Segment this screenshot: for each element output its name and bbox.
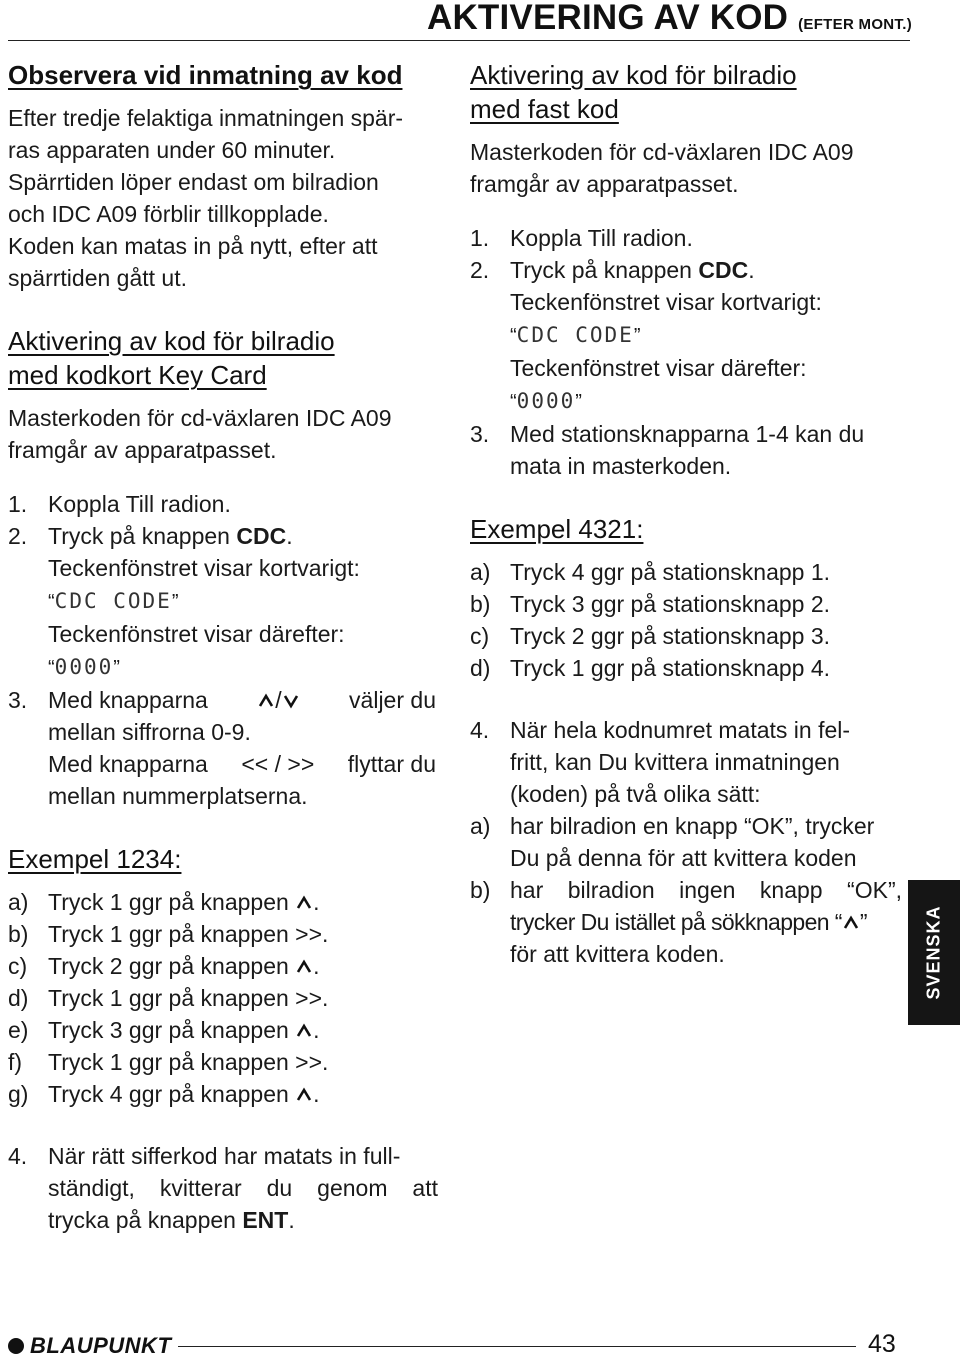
example-item: a) Tryck 4 ggr på stationsknapp 1. — [470, 559, 831, 585]
notice-line: spärrtiden gått ut. — [8, 265, 187, 291]
step-2: 2. Tryck på knappen CDC. — [8, 523, 293, 549]
page-header-title: AKTIVERING AV KOD (EFTER MONT.) — [426, 0, 912, 37]
right-column — [470, 58, 902, 970]
display-short-label: Teckenfönstret visar kortvarigt: — [48, 555, 360, 581]
page-header-suffix: (EFTER MONT.) — [798, 16, 912, 33]
step-4-line: ständigt, kvitterar du genom att — [48, 1175, 438, 1201]
seek-forward-key: >> — [295, 985, 323, 1011]
example-item: a) Tryck 1 ggr på knappen . — [8, 889, 320, 915]
step-3-move: Med knapparna << / >> flyttar du — [8, 748, 438, 780]
step-4: 4. När rätt sifferkod har matats in full- — [8, 1143, 401, 1169]
page-number: 43 — [868, 1330, 896, 1358]
fixed-code-heading-line2: med fast kod — [470, 94, 619, 124]
arrow-up-icon — [296, 1023, 312, 1039]
cdc-key: CDC — [236, 523, 287, 549]
display-zeros: “0000” — [48, 655, 120, 679]
notice-line: och IDC A09 förblir tillkopplade. — [8, 201, 329, 227]
display-after-label: Teckenfönstret visar därefter: — [48, 621, 345, 647]
step-3: 3. Med knapparna / väljer du — [8, 687, 436, 713]
notice-line: Efter tredje felaktiga inmatningen spär- — [8, 105, 404, 131]
keycard-heading: Aktivering av kod för bilradio — [8, 326, 335, 356]
example-item: c) Tryck 2 ggr på stationsknapp 3. — [470, 623, 831, 649]
example-item: b) Tryck 3 ggr på stationsknapp 2. — [470, 591, 831, 617]
arrow-up-icon — [258, 693, 274, 709]
example-item: d) Tryck 1 ggr på knappen >>. — [8, 985, 329, 1011]
option-a: a) har bilradion en knapp “OK”, trycker — [470, 813, 875, 839]
step-1: 1. Koppla Till radion. — [8, 491, 231, 517]
example-4321-list — [470, 556, 902, 684]
master-code-line: framgår av apparatpasset. — [470, 171, 739, 197]
step-1: 1. Koppla Till radion. — [470, 225, 693, 251]
brand-dot-icon — [8, 1338, 24, 1354]
notice-heading: Observera vid inmatning av kod — [8, 60, 403, 90]
display-short-label: Teckenfönstret visar kortvarigt: — [510, 289, 822, 315]
option-b-line: trycker Du istället på sökknappen “ ” — [510, 909, 867, 935]
notice-line: Spärrtiden löper endast om bilradion — [8, 169, 379, 195]
step-3-line: mata in masterkoden. — [510, 453, 732, 479]
step-4-line: fritt, kan Du kvittera inmatningen — [510, 749, 840, 775]
example-1234-heading: Exempel 1234: — [8, 844, 182, 874]
option-b-line: för att kvittera koden. — [510, 941, 725, 967]
display-cdc-code: “CDC CODE” — [48, 589, 179, 613]
seek-forward-key: >> — [295, 921, 323, 947]
keycard-heading-line2: med kodkort Key Card — [8, 360, 267, 390]
header-rule — [8, 40, 910, 41]
language-tab: SVENSKA — [908, 880, 960, 1025]
example-item: d) Tryck 1 ggr på stationsknapp 4. — [470, 655, 831, 681]
seek-keys: << / >> — [241, 751, 315, 777]
example-item: g) Tryck 4 ggr på knappen . — [8, 1081, 320, 1107]
step-3: 3. Med stationsknapparna 1-4 kan du — [470, 421, 865, 447]
cdc-key: CDC — [698, 257, 749, 283]
option-b: b) har bilradion ingen knapp “OK”, — [470, 877, 902, 903]
arrow-down-icon — [283, 693, 299, 709]
step-3-positions: mellan nummerplatserna. — [48, 783, 308, 809]
master-code-line: Masterkoden för cd-växlaren IDC A09 — [470, 139, 854, 165]
step-4-line: trycka på knappen ENT. — [48, 1207, 295, 1233]
fixed-code-heading: Aktivering av kod för bilradio — [470, 60, 797, 90]
notice-line: Koden kan matas in på nytt, efter att — [8, 233, 378, 259]
example-item: e) Tryck 3 ggr på knappen . — [8, 1017, 320, 1043]
brand-logo: BLAUPUNKT — [8, 1333, 171, 1359]
footer-rule — [178, 1346, 856, 1347]
notice-line: ras apparaten under 60 minuter. — [8, 137, 336, 163]
example-item: f) Tryck 1 ggr på knappen >>. — [8, 1049, 329, 1075]
example-1234-list — [8, 886, 438, 1110]
example-item: c) Tryck 2 ggr på knappen . — [8, 953, 320, 979]
option-a-line: Du på denna för att kvittera koden — [510, 845, 857, 871]
arrow-up-icon — [296, 959, 312, 975]
step-2: 2. Tryck på knappen CDC. — [470, 257, 755, 283]
left-column — [8, 58, 438, 1236]
step-4: 4. När hela kodnumret matats in fel- — [470, 717, 851, 743]
arrow-up-icon — [843, 915, 859, 931]
seek-forward-key: >> — [295, 1049, 323, 1075]
example-4321-heading: Exempel 4321: — [470, 514, 644, 544]
display-zeros: “0000” — [510, 389, 582, 413]
step-3-digits: mellan siffrorna 0-9. — [48, 719, 251, 745]
display-after-label: Teckenfönstret visar därefter: — [510, 355, 807, 381]
arrow-up-icon — [296, 1087, 312, 1103]
example-item: b) Tryck 1 ggr på knappen >>. — [8, 921, 329, 947]
master-code-line: Masterkoden för cd-växlaren IDC A09 — [8, 405, 392, 431]
arrow-up-icon — [296, 895, 312, 911]
master-code-line: framgår av apparatpasset. — [8, 437, 277, 463]
display-cdc-code: “CDC CODE” — [510, 323, 641, 347]
step-4-line: (koden) på två olika sätt: — [510, 781, 761, 807]
ent-key: ENT — [242, 1207, 289, 1233]
